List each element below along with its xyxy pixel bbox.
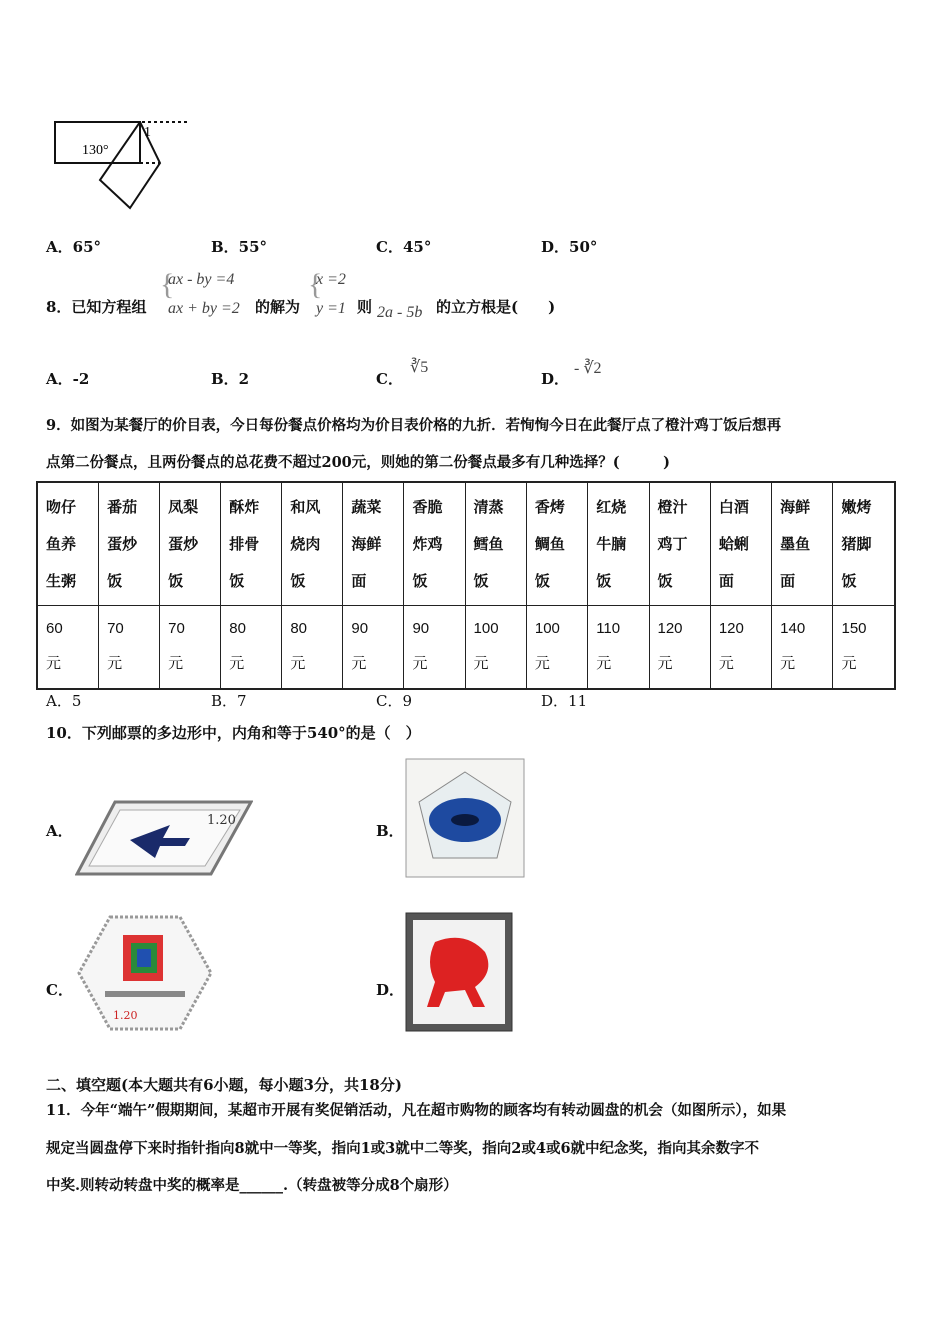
menu-item-cell: [833, 482, 895, 606]
menu-item-line: 凤梨: [168, 498, 199, 516]
q10-option-c: C．: [46, 981, 73, 999]
menu-item-line: 饭: [596, 572, 612, 590]
menu-item-line: 饭: [473, 572, 489, 590]
q9-option-d: D．11: [541, 692, 588, 710]
menu-item-line: 白酒: [718, 498, 749, 516]
stamp-hexagon: [75, 913, 215, 1033]
section-heading: 二、填空题(本大题共有6小题，每小题3分，共18分): [46, 1076, 402, 1094]
menu-item-cell: [99, 482, 160, 606]
q11-line1: 11．今年“端午”假期期间，某超市开展有奖促销活动，凡在超市购物的顾客均有转动圆盘的机会（如图所示），如果: [46, 1102, 787, 1119]
menu-item-line: 清蒸: [473, 498, 504, 516]
menu-item-line: 猪脚: [841, 535, 872, 553]
price-cell: [710, 606, 771, 690]
menu-item-line: 香烤: [534, 498, 565, 516]
q8-sol1: x =2: [316, 271, 346, 288]
q9-line1: 9．如图为某餐厅的价目表，今日每份餐点价格均为价目表价格的九折．若恂恂今日在此餐厅点了橙汁鸡丁饭后想再: [46, 417, 782, 434]
price-value: 60: [46, 620, 63, 637]
currency-label: 元: [718, 654, 734, 672]
price-cell: [99, 606, 160, 690]
menu-item-line: 酥炸: [229, 498, 260, 516]
angle-130-label: 130°: [82, 143, 109, 158]
q7-option-c: C．45°: [376, 238, 432, 256]
q8-prefix: 8．已知方程组: [46, 298, 147, 316]
menu-item-line: 墨鱼: [780, 535, 811, 553]
price-value: 110: [596, 620, 621, 637]
currency-label: 元: [412, 654, 428, 672]
q8-option-a: A．-2: [46, 370, 90, 388]
price-cell: [772, 606, 833, 690]
price-cell: [526, 606, 587, 690]
price-value: 90: [412, 620, 430, 637]
menu-item-line: 饭: [107, 572, 123, 590]
menu-item-line: 鸡丁: [657, 535, 688, 553]
menu-item-line: 鲷鱼: [534, 535, 565, 553]
currency-label: 元: [107, 654, 123, 672]
price-table: [36, 481, 896, 690]
price-value: 90: [351, 620, 369, 637]
exam-page: 130° 1 A．65° B．55° C．45° D．50° 8．已知方程组 { ax - by =4 ax + by =2 的解为 { x =2 y =1 则 2a - 5b 的立方根是( ) A．-2 B．2 C． ∛5 D． - ∛2 9．如图为某餐厅的价目表，今日每份餐点价格均为价目表价格的九折．若恂恂今日在此餐厅点了橙汁鸡丁饭后想再 点第二份餐点，且两份餐点的总花费不超过200元，则她的第二份餐点最多有几种选择？( ) 吻仔 鱼养 生粥 番茄 蛋炒 饭 凤梨 蛋炒 饭 酥炸 排骨 饭 和风 烧肉 饭 蔬菜 海鲜 面 香脆 炸鸡 饭 清蒸 鳕鱼 饭 香烤 鲷鱼 饭 红烧 牛腩 饭 橙汁 鸡丁 饭 白酒 蛤蜊 面 海鲜 墨鱼 面 嫩烤 猪脚 饭 60 元 70 元 70 元 80 元 80 元 90 元 90 元 100 元 100 元 110 元 120 元 120 元 140 元 150 元 A．5 B．7 C．9 D．11 10．下列邮票的多边形中，内角和等于540°的是（ ） A． 1.20 B． C． 1.20 D． 二、填空题(本大题共有6小题，每小题3分，共18分) 11．今年“端午”假期期间，某超市开展有奖促销活动，凡在超市购物的顾客均有转动圆盘的机会（如图所示），如果 规定当圆盘停下来时指针指向8就中一等奖，指向1或3就中二等奖，指向2或4或6就中纪念奖，指向其余数字不 中奖.则转动转盘中奖的概率是______.（转盘被等分成8个扇形）: [0, 0, 950, 1344]
menu-item-cell: [465, 482, 526, 606]
q9-option-a: A．5: [46, 692, 82, 710]
price-value: 80: [290, 620, 307, 637]
stamp-c-value: 1.20: [113, 1009, 138, 1022]
menu-item-line: 饭: [229, 572, 245, 590]
price-value: 120: [718, 620, 744, 637]
menu-item-line: 生粥: [46, 572, 77, 590]
menu-item-line: 吻仔: [46, 498, 77, 516]
menu-item-line: 鳕鱼: [473, 535, 504, 553]
q10-option-d: D．: [376, 981, 405, 999]
menu-item-cell: [37, 482, 99, 606]
menu-item-cell: [710, 482, 771, 606]
q8-option-b: B．2: [211, 370, 250, 388]
menu-item-line: 蛤蜊: [718, 535, 749, 553]
menu-item-cell: [160, 482, 221, 606]
price-value: 140: [780, 620, 806, 637]
menu-item-cell: [221, 482, 282, 606]
q9-option-b: B．7: [211, 692, 247, 710]
menu-item-line: 香脆: [412, 498, 443, 516]
menu-item-line: 饭: [657, 572, 673, 590]
angle-1-label: 1: [144, 125, 151, 140]
menu-item-line: 饭: [168, 572, 184, 590]
menu-item-cell: [526, 482, 587, 606]
q11-line3: 中奖.则转动转盘中奖的概率是______.（转盘被等分成8个扇形）: [46, 1177, 458, 1194]
q8-expr: 2a - 5b: [377, 304, 423, 321]
q8-sol2: y =1: [316, 300, 346, 317]
menu-item-line: 烧肉: [290, 535, 321, 553]
menu-item-line: 蛋炒: [107, 535, 138, 553]
stamp-square: [405, 912, 513, 1032]
menu-item-line: 橙汁: [657, 498, 688, 516]
currency-label: 元: [168, 654, 184, 672]
currency-label: 元: [351, 654, 367, 672]
q10-text: 10．下列邮票的多边形中，内角和等于540°的是（ ）: [46, 724, 421, 742]
price-value: 100: [534, 620, 560, 637]
menu-item-cell: [772, 482, 833, 606]
price-value: 70: [168, 620, 185, 637]
menu-item-line: 饭: [412, 572, 428, 590]
menu-item-line: 饭: [841, 572, 857, 590]
price-cell: [343, 606, 404, 690]
price-value: 120: [657, 620, 683, 637]
price-cell: [588, 606, 649, 690]
menu-item-cell: [649, 482, 710, 606]
q8-option-d-math: - ∛2: [574, 360, 602, 377]
q9-option-c: C．9: [376, 692, 413, 710]
menu-item-cell: [588, 482, 649, 606]
q8-eq2: ax + by =2: [168, 300, 240, 317]
price-value: 80: [229, 620, 246, 637]
menu-item-line: 红烧: [596, 498, 627, 516]
q8-suffix: 的立方根是( ): [436, 298, 556, 316]
price-cell: [37, 606, 99, 690]
menu-item-line: 海鲜: [351, 535, 382, 553]
menu-item-line: 海鲜: [780, 498, 811, 516]
price-cell: [465, 606, 526, 690]
price-cell: [833, 606, 895, 690]
stamp-pentagon: [405, 758, 525, 878]
price-value: 150: [841, 620, 867, 637]
q8-mid: 的解为: [255, 298, 301, 316]
q8-option-c-math: ∛5: [410, 359, 429, 376]
currency-label: 元: [229, 654, 245, 672]
currency-label: 元: [46, 654, 62, 672]
menu-item-line: 蔬菜: [351, 498, 382, 516]
price-cell: [160, 606, 221, 690]
q11-line2: 规定当圆盘停下来时指针指向8就中一等奖，指向1或3就中二等奖，指向2或4或6就中纪念奖，指向其余数字不: [46, 1140, 760, 1157]
menu-item-cell: [404, 482, 465, 606]
price-cell: [404, 606, 465, 690]
stamp-a-value: 1.20: [207, 813, 236, 828]
q7-option-d: D．50°: [541, 238, 598, 256]
menu-item-line: 饭: [534, 572, 550, 590]
q7-option-b: B．55°: [211, 238, 268, 256]
q8-option-d: D．: [541, 370, 570, 388]
menu-item-cell: [343, 482, 404, 606]
menu-item-line: 排骨: [229, 535, 260, 553]
q8-eq1: ax - by =4: [168, 271, 235, 288]
q10-option-a: A．: [46, 822, 73, 840]
menu-item-line: 和风: [290, 498, 321, 516]
menu-item-cell: [282, 482, 343, 606]
price-cell: [282, 606, 343, 690]
q7-geometry-figure: [40, 110, 200, 220]
currency-label: 元: [290, 654, 306, 672]
menu-item-line: 蛋炒: [168, 535, 199, 553]
menu-item-line: 面: [718, 572, 734, 590]
currency-label: 元: [596, 654, 612, 672]
menu-item-line: 饭: [290, 572, 306, 590]
price-value: 70: [107, 620, 124, 637]
menu-item-line: 鱼养: [46, 535, 77, 553]
currency-label: 元: [657, 654, 673, 672]
menu-item-line: 牛腩: [596, 535, 627, 553]
q10-option-b: B．: [376, 822, 404, 840]
menu-item-line: 番茄: [107, 498, 138, 516]
menu-item-line: 面: [780, 572, 796, 590]
price-value: 100: [473, 620, 499, 637]
currency-label: 元: [841, 654, 857, 672]
currency-label: 元: [780, 654, 796, 672]
stamp-parallelogram: [75, 800, 253, 878]
q7-option-a: A．65°: [46, 238, 102, 256]
q8-option-c: C．: [376, 370, 403, 388]
price-cell: [221, 606, 282, 690]
q9-line2: 点第二份餐点，且两份餐点的总花费不超过200元，则她的第二份餐点最多有几种选择？( ): [46, 454, 670, 471]
menu-item-line: 面: [351, 572, 367, 590]
menu-item-line: 嫩烤: [841, 498, 872, 516]
q8-then: 则: [357, 298, 373, 316]
currency-label: 元: [534, 654, 550, 672]
currency-label: 元: [473, 654, 489, 672]
menu-item-line: 炸鸡: [412, 535, 443, 553]
price-cell: [649, 606, 710, 690]
